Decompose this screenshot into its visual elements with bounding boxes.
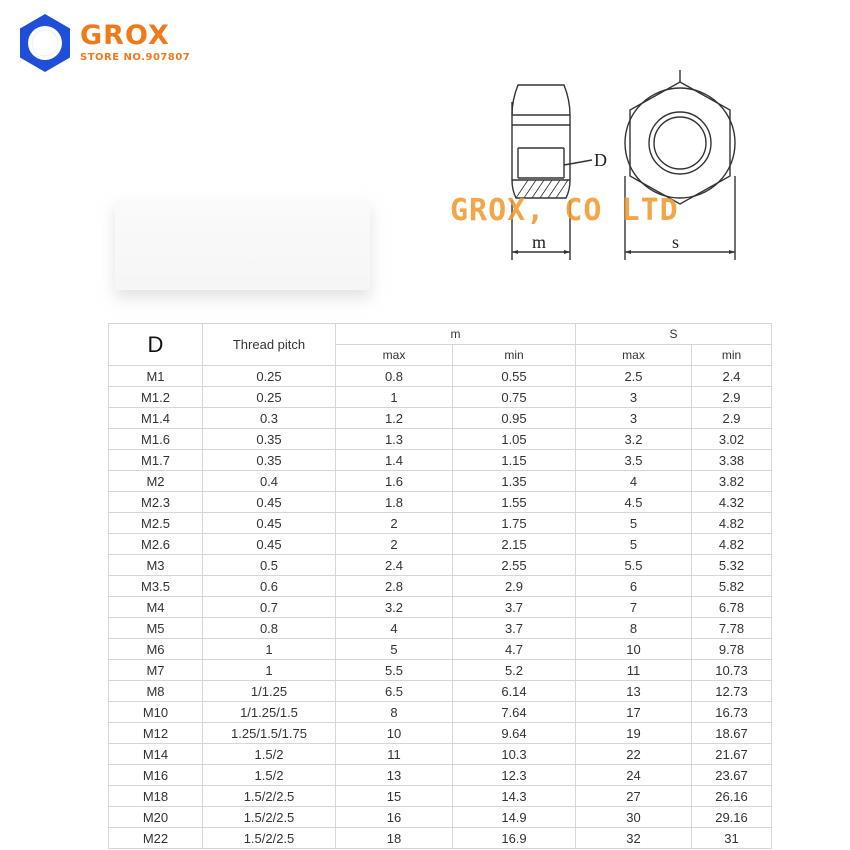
cell-size: M10 [109,702,203,723]
table-row [109,555,772,576]
table-row [109,723,772,744]
cell-thread-pitch: 1.5/2/2.5 [203,828,336,849]
cell-s-min: 29.16 [692,807,772,828]
cell-m-min: 6.14 [453,681,576,702]
table-row [109,744,772,765]
cell-m-min: 4.7 [453,639,576,660]
table-row [109,702,772,723]
cell-s-max: 32 [576,828,692,849]
hex-nut-drawing [480,70,760,270]
table-row [109,597,772,618]
brand-logo-icon [14,12,76,74]
cell-thread-pitch: 0.25 [203,366,336,387]
cell-size: M1.4 [109,408,203,429]
cell-m-max: 2 [336,513,453,534]
cell-s-min: 12.73 [692,681,772,702]
cell-s-max: 3.5 [576,450,692,471]
cell-s-min: 4.32 [692,492,772,513]
cell-s-max: 4.5 [576,492,692,513]
cell-thread-pitch: 0.45 [203,534,336,555]
table-row [109,618,772,639]
cell-size: M8 [109,681,203,702]
nut-spec-table [108,323,772,849]
header-m: m [336,324,576,345]
table-row [109,387,772,408]
brand-name: GROX [80,20,170,51]
cell-m-max: 18 [336,828,453,849]
cell-m-min: 7.64 [453,702,576,723]
watermark-text: GROX, CO LTD [450,193,679,228]
cell-s-max: 3.2 [576,429,692,450]
cell-thread-pitch: 0.7 [203,597,336,618]
cell-m-min: 2.55 [453,555,576,576]
cell-s-min: 5.32 [692,555,772,576]
cell-s-min: 4.82 [692,534,772,555]
cell-s-max: 27 [576,786,692,807]
cell-size: M12 [109,723,203,744]
cell-thread-pitch: 0.8 [203,618,336,639]
cell-s-max: 5.5 [576,555,692,576]
cell-m-max: 2.8 [336,576,453,597]
cell-s-max: 17 [576,702,692,723]
cell-s-max: 3 [576,408,692,429]
cell-m-max: 10 [336,723,453,744]
cell-m-max: 1.3 [336,429,453,450]
cell-size: M2.6 [109,534,203,555]
header-s-min: min [692,345,772,366]
cell-s-min: 6.78 [692,597,772,618]
cell-thread-pitch: 1.5/2/2.5 [203,807,336,828]
table-row [109,366,772,387]
cell-s-min: 5.82 [692,576,772,597]
cell-m-min: 2.9 [453,576,576,597]
cell-thread-pitch: 0.45 [203,513,336,534]
cell-m-min: 2.15 [453,534,576,555]
cell-s-max: 10 [576,639,692,660]
table-row [109,429,772,450]
cell-s-max: 3 [576,387,692,408]
cell-thread-pitch: 1.5/2/2.5 [203,786,336,807]
table-row [109,534,772,555]
label-s: s [672,232,680,252]
label-m: m [532,232,547,252]
cell-s-max: 11 [576,660,692,681]
cell-size: M18 [109,786,203,807]
cell-m-min: 12.3 [453,765,576,786]
cell-m-max: 1.2 [336,408,453,429]
cell-m-max: 2.4 [336,555,453,576]
header-d: D [109,324,203,366]
cell-m-min: 16.9 [453,828,576,849]
table-row [109,576,772,597]
cell-thread-pitch: 0.25 [203,387,336,408]
cell-s-min: 3.02 [692,429,772,450]
header-s-max: max [576,345,692,366]
cell-m-max: 15 [336,786,453,807]
cell-m-min: 1.15 [453,450,576,471]
table-row [109,681,772,702]
cell-size: M22 [109,828,203,849]
table-row [109,408,772,429]
cell-size: M2.3 [109,492,203,513]
cell-s-max: 30 [576,807,692,828]
cell-m-min: 1.05 [453,429,576,450]
cell-m-min: 3.7 [453,618,576,639]
cell-s-min: 2.9 [692,387,772,408]
cell-m-min: 3.7 [453,597,576,618]
cell-size: M14 [109,744,203,765]
cell-m-max: 16 [336,807,453,828]
table-row [109,828,772,849]
cell-size: M1.6 [109,429,203,450]
cell-size: M2.5 [109,513,203,534]
cell-m-min: 14.3 [453,786,576,807]
cell-s-max: 4 [576,471,692,492]
cell-thread-pitch: 0.5 [203,555,336,576]
cell-s-max: 13 [576,681,692,702]
cell-s-min: 18.67 [692,723,772,744]
table-row [109,807,772,828]
cell-s-max: 5 [576,513,692,534]
cell-s-min: 4.82 [692,513,772,534]
cell-m-max: 2 [336,534,453,555]
table-row [109,513,772,534]
cell-s-max: 2.5 [576,366,692,387]
cell-thread-pitch: 1.5/2 [203,744,336,765]
cell-size: M20 [109,807,203,828]
cell-thread-pitch: 0.45 [203,492,336,513]
cell-m-min: 1.55 [453,492,576,513]
header-m-max: max [336,345,453,366]
table-row [109,450,772,471]
cell-m-min: 5.2 [453,660,576,681]
cell-size: M3.5 [109,576,203,597]
cell-thread-pitch: 1/1.25 [203,681,336,702]
cell-m-min: 0.95 [453,408,576,429]
cell-s-max: 7 [576,597,692,618]
cell-m-max: 6.5 [336,681,453,702]
table-row [109,471,772,492]
cell-size: M5 [109,618,203,639]
cell-thread-pitch: 1/1.25/1.5 [203,702,336,723]
table-row [109,492,772,513]
table-body [109,366,772,849]
cell-s-min: 16.73 [692,702,772,723]
cell-m-min: 1.35 [453,471,576,492]
cell-m-min: 0.55 [453,366,576,387]
cell-s-min: 10.73 [692,660,772,681]
cell-thread-pitch: 0.3 [203,408,336,429]
cell-m-max: 5.5 [336,660,453,681]
cell-thread-pitch: 1.5/2 [203,765,336,786]
cell-s-min: 3.82 [692,471,772,492]
cell-s-max: 8 [576,618,692,639]
cell-m-max: 8 [336,702,453,723]
cell-size: M2 [109,471,203,492]
decorative-shadow [115,200,370,290]
cell-size: M6 [109,639,203,660]
cell-m-max: 3.2 [336,597,453,618]
header-thread-pitch: Thread pitch [203,324,336,366]
cell-s-min: 2.9 [692,408,772,429]
cell-s-max: 5 [576,534,692,555]
nut-side-view [512,85,570,198]
cell-m-max: 11 [336,744,453,765]
cell-s-max: 22 [576,744,692,765]
cell-m-max: 1.6 [336,471,453,492]
cell-s-min: 7.78 [692,618,772,639]
cell-s-max: 24 [576,765,692,786]
cell-s-min: 23.67 [692,765,772,786]
cell-s-min: 31 [692,828,772,849]
label-d: D [594,150,607,170]
cell-m-max: 5 [336,639,453,660]
cell-m-min: 1.75 [453,513,576,534]
cell-m-max: 4 [336,618,453,639]
cell-size: M7 [109,660,203,681]
header-m-min: min [453,345,576,366]
cell-m-max: 1.8 [336,492,453,513]
cell-size: M4 [109,597,203,618]
cell-m-min: 14.9 [453,807,576,828]
cell-m-min: 9.64 [453,723,576,744]
cell-m-max: 1.4 [336,450,453,471]
cell-thread-pitch: 0.4 [203,471,336,492]
cell-m-min: 0.75 [453,387,576,408]
table-row [109,639,772,660]
cell-thread-pitch: 1 [203,639,336,660]
cell-size: M1.7 [109,450,203,471]
table-row [109,660,772,681]
cell-m-max: 0.8 [336,366,453,387]
cell-size: M16 [109,765,203,786]
cell-m-min: 10.3 [453,744,576,765]
table-row [109,765,772,786]
cell-m-max: 1 [336,387,453,408]
cell-s-max: 19 [576,723,692,744]
cell-s-min: 26.16 [692,786,772,807]
cell-s-max: 6 [576,576,692,597]
cell-size: M1.2 [109,387,203,408]
cell-m-max: 13 [336,765,453,786]
cell-size: M3 [109,555,203,576]
cell-thread-pitch: 1.25/1.5/1.75 [203,723,336,744]
header-s: S [576,324,772,345]
cell-s-min: 21.67 [692,744,772,765]
cell-thread-pitch: 0.35 [203,450,336,471]
cell-s-min: 2.4 [692,366,772,387]
cell-thread-pitch: 0.35 [203,429,336,450]
cell-thread-pitch: 0.6 [203,576,336,597]
cell-thread-pitch: 1 [203,660,336,681]
table-row [109,786,772,807]
cell-s-min: 3.38 [692,450,772,471]
cell-size: M1 [109,366,203,387]
cell-s-min: 9.78 [692,639,772,660]
store-number: STORE NO.907807 [80,52,191,63]
